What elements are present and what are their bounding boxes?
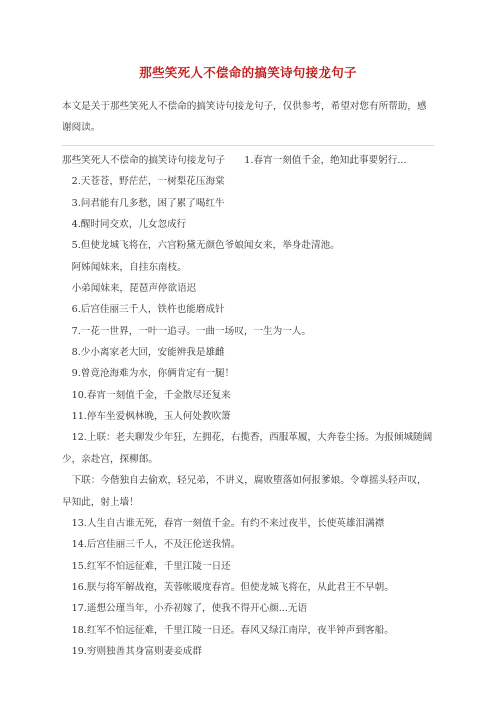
poem-line: 2.天苍苍，野茫茫，一树梨花压海棠: [71, 176, 225, 188]
poem-line: 7.一花一世界，一叶一追寻。一曲一场叹，一生为一人。: [71, 325, 311, 337]
poem-line: 16.朕与将军解战袍，芙蓉帐暖度春宵。但使龙城飞将在，从此君王不早朝。: [71, 581, 394, 593]
poem-line: 19.穷则独善其身富则妻妾成群: [71, 645, 202, 657]
document-title: 那些笑死人不偿命的搞笑诗句接龙句子: [139, 65, 357, 80]
intro-paragraph: 本文是关于那些笑死人不偿命的搞笑诗句接龙句子，仅供参考，希望对您有所帮助，感谢阅读。: [62, 101, 427, 133]
poem-line: 15.红军不怕远征难，千里江陵一日还: [71, 560, 231, 572]
poem-line: 11.停车坐爱枫林晚，玉人何处教吹箫: [71, 411, 231, 423]
poem-line: 17.遥想公瑾当年，小乔初嫁了，使我不得开心颜...无语: [71, 603, 308, 615]
poem-line: 3.问君能有几多愁，困了累了喝红牛: [71, 197, 225, 209]
poem-line: 9.曾竟沧海难为水，你俩肯定有一腿！: [71, 368, 235, 380]
poem-line: 4.醒时同交欢，儿女忽成行: [71, 219, 187, 231]
poem-line: 6.后宫佳丽三千人，铁杵也能磨成针: [71, 304, 225, 316]
divider: [62, 145, 434, 146]
poem-line: 13.人生自古谁无死，春宵一刻值千金。有约不来过夜半，长使英雄泪满襟: [71, 517, 385, 529]
poem-line: 8.少小离家老大回，安能辨我是雄雌: [71, 347, 225, 359]
article-first-line: 那些笑死人不偿命的搞笑诗句接龙句子 1.春宵一刻值千金，绝知此事要躬行...: [62, 155, 407, 166]
poem-line: 小弟闻妹来，琵琶声停欲语迟: [71, 283, 197, 295]
poem-line: 14.后宫佳丽三千人，不及汪伦送我情。: [71, 539, 241, 551]
poem-line: 10.春宵一刻值千金，千金散尽还复来: [71, 389, 231, 401]
poem-line: 18.红军不怕远征难，千里江陵一日还。春风又绿江南岸，夜半钟声到客船。: [71, 624, 394, 636]
poem-line: 5.但使龙城飞将在，六宫粉黛无颜色爷娘闻女来，举身赴清池。: [71, 240, 340, 252]
poem-line: 阿姊闻妹来，自挂东南枝。: [71, 261, 187, 273]
couplet-upper: 12.上联：老夫聊发少年狂，左拥花，右揽香，西服革履，大奔卷尘扬。为报倾城随阔少，亲赴宫，探柳郎。: [62, 432, 433, 465]
article-body: [62, 150, 434, 662]
couplet-lower: 下联：今偕独自去偷欢，轻兄弟，不讲义，腐败堕落如何报爹娘。令尊摇头轻声叹，早知此，射上墙！: [62, 475, 427, 508]
